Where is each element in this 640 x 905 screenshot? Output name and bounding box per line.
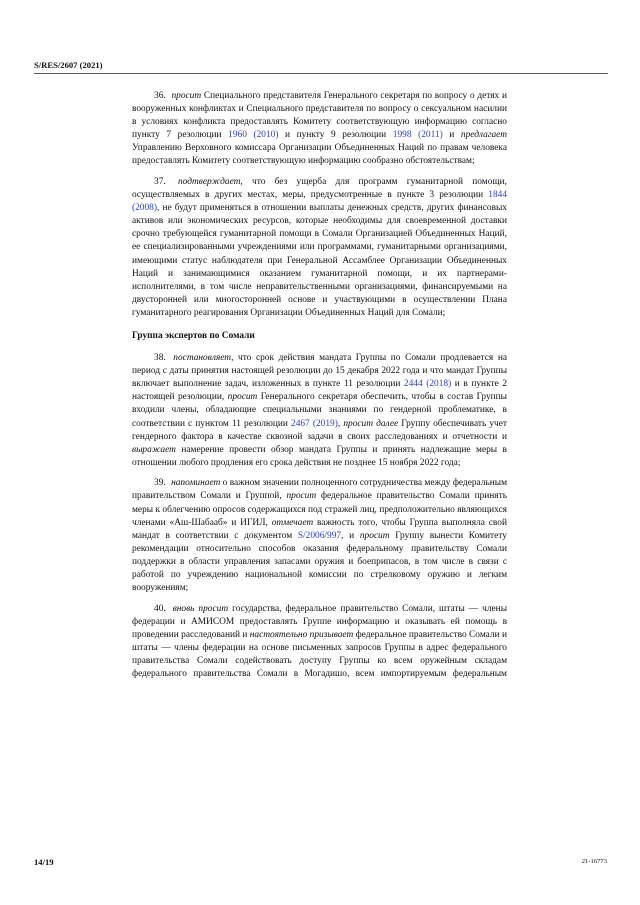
paragraph-36 bbox=[132, 90, 507, 169]
operative-verb: напоминает bbox=[171, 478, 221, 489]
document-link-s-2006-997[interactable]: S/2006/997 bbox=[297, 530, 342, 541]
paragraph-text: , bbox=[337, 418, 344, 429]
paragraph-number: 38. bbox=[154, 353, 166, 364]
resolution-link-2444[interactable]: 2444 (2018) bbox=[403, 379, 452, 390]
operative-verb: постановляет bbox=[173, 353, 232, 364]
operative-verb: просит bbox=[171, 91, 202, 101]
operative-verb: отмечает bbox=[271, 517, 314, 528]
document-symbol: S/RES/2607 (2021) bbox=[34, 60, 103, 70]
document-code: 21-16773 bbox=[581, 858, 607, 865]
paragraph-text: , не будут применяться в отношении выплаты денежных средств, других финансовых активов или экономических ресурсов, которые необходимы для своевременной доставки срочно требующейся гуманитарной помощи в Сомали Организацией Объединенных Наций, ее специализированными учреждениями или программами, гуманитарными организациями, имеющими статус наблюдателя при Генеральной Ассамблее Организации Объединенных Наций и занимающимися оказанием гуманитарной помощи, и их партнерами-исполнителями, в том числе неправительственными организациями, финансируемыми на двусторонней или многосторонней основе и участвующими в осуществлении Плана гуманитарного реагирования Организации Объединенных Наций для Сомали; bbox=[132, 203, 507, 318]
paragraph-37 bbox=[132, 176, 507, 320]
paragraph-text: , и bbox=[341, 530, 360, 541]
paragraph-text: федеральное правительство Сомали и штаты — члены федерации на основе письменных запросов Группы в адрес федерального правительства Сомали содействовать доступу Группы ко всем оружейным складам федерального правительства Сомали в Могадишо, всем импортируемым федеральным bbox=[132, 629, 507, 680]
paragraph-text: федеральное правительство Сомали принять меры к облегчению опросов содержащихся под стражей лиц, предположительно являющихся членами «Аш-Шабааб» и ИГИЛ, bbox=[132, 491, 507, 528]
resolution-link-1960[interactable]: 1960 (2010) bbox=[228, 130, 279, 141]
paragraph-number: 37. bbox=[154, 176, 166, 187]
header-divider bbox=[34, 73, 608, 74]
document-body bbox=[132, 90, 507, 689]
page-number: 14/19 bbox=[34, 857, 54, 867]
operative-verb: просит далее bbox=[343, 418, 399, 429]
paragraph-text: важность того, чтобы Группа выполняла свой мандат в соответствии с документом bbox=[132, 517, 507, 541]
paragraph-text: Группу обеспечивать учет гендерного фактора в качестве сквозной задачи в своих расследованиях и отчетности и bbox=[132, 418, 508, 442]
resolution-link-2467[interactable]: 2467 (2019) bbox=[291, 418, 338, 429]
resolution-link-1844[interactable]: 1844 (2008) bbox=[132, 190, 507, 214]
operative-verb: подтверждает bbox=[178, 176, 241, 187]
operative-verb: вновь просит bbox=[172, 603, 229, 614]
operative-verb: просит bbox=[286, 491, 317, 502]
paragraph-text: Генерального секретаря обеспечить, чтобы в состав Группы входили члены, обладающие специальными знаниями по гендерной проблематике, в соответствии с пунктом 11 резолюции bbox=[132, 392, 507, 429]
paragraph-text: Группу вынести Комитету рекомендации относительно способов оказания федеральному правительству Сомали поддержки в области управления запасами оружия и боеприпасов, в том числе в связи с работой по учреждению национальной комиссии по стрелковому оружию и легким вооружениям; bbox=[132, 530, 507, 594]
paragraph-number: 39. bbox=[154, 478, 166, 489]
paragraph-number: 36. bbox=[154, 91, 166, 101]
paragraph-text: о важном значении полноценного сотрудничества между федеральным правительством Сомали и Группой, bbox=[132, 478, 507, 502]
operative-verb: просит bbox=[359, 530, 390, 541]
paragraph-number: 40. bbox=[154, 603, 166, 614]
paragraph-text: намерение провести обзор мандата Группы и принять надлежащие меры в отношении любого продления его срока действия не позднее 15 ноября 2022 года; bbox=[132, 444, 507, 468]
paragraph-text: государства, федеральное правительство Сомали, штаты — члены федерации и АМИСОМ предоставлять Группе информацию и оказывать ей помощь в проведении расследований и bbox=[132, 603, 507, 640]
paragraph-39 bbox=[132, 477, 507, 595]
paragraph-text: и bbox=[442, 130, 461, 141]
paragraph-text: и в пункте 2 настоящей резолюции, bbox=[132, 379, 508, 403]
operative-verb: просит bbox=[227, 392, 258, 403]
resolution-link-1998[interactable]: 1998 (2011) bbox=[392, 130, 443, 141]
paragraph-text: Управлению Верховного комиссара Организации Объединенных Наций по правам человека предоставлять Комитету соответствующую информацию сообразно обстоятельствам; bbox=[132, 143, 507, 167]
paragraph-38 bbox=[132, 352, 507, 470]
paragraph-40 bbox=[132, 603, 507, 682]
paragraph-text: , что без ущерба для программ гуманитарной помощи, осуществляемых в других местах, меры, предусмотренные в пункте 3 резолюции bbox=[132, 176, 508, 201]
paragraph-text: и пункту 9 резолюции bbox=[278, 130, 393, 141]
paragraph-text: , что срок действия мандата Группы по Сомали продлевается на период с даты принятия настоящей резолюции до 15 декабря 2022 года и что мандат Группы включает выполнение задач, изложенных в пункте 11 резолюции bbox=[132, 353, 507, 390]
operative-verb: выражает bbox=[132, 444, 176, 455]
operative-verb: предлагает bbox=[460, 130, 507, 141]
operative-verb: настоятельно призывает bbox=[249, 629, 354, 640]
section-heading: Группа экспертов по Сомали bbox=[132, 330, 255, 341]
paragraph-text: Специального представителя Генерального секретаря по вопросу о детях и вооруженных конфликтах и Специального представителя по вопросу о сексуальном насилии в условиях конфликта предоставлять Комитету соответствующую информацию согласно пункту 7 резолюции bbox=[132, 91, 507, 141]
